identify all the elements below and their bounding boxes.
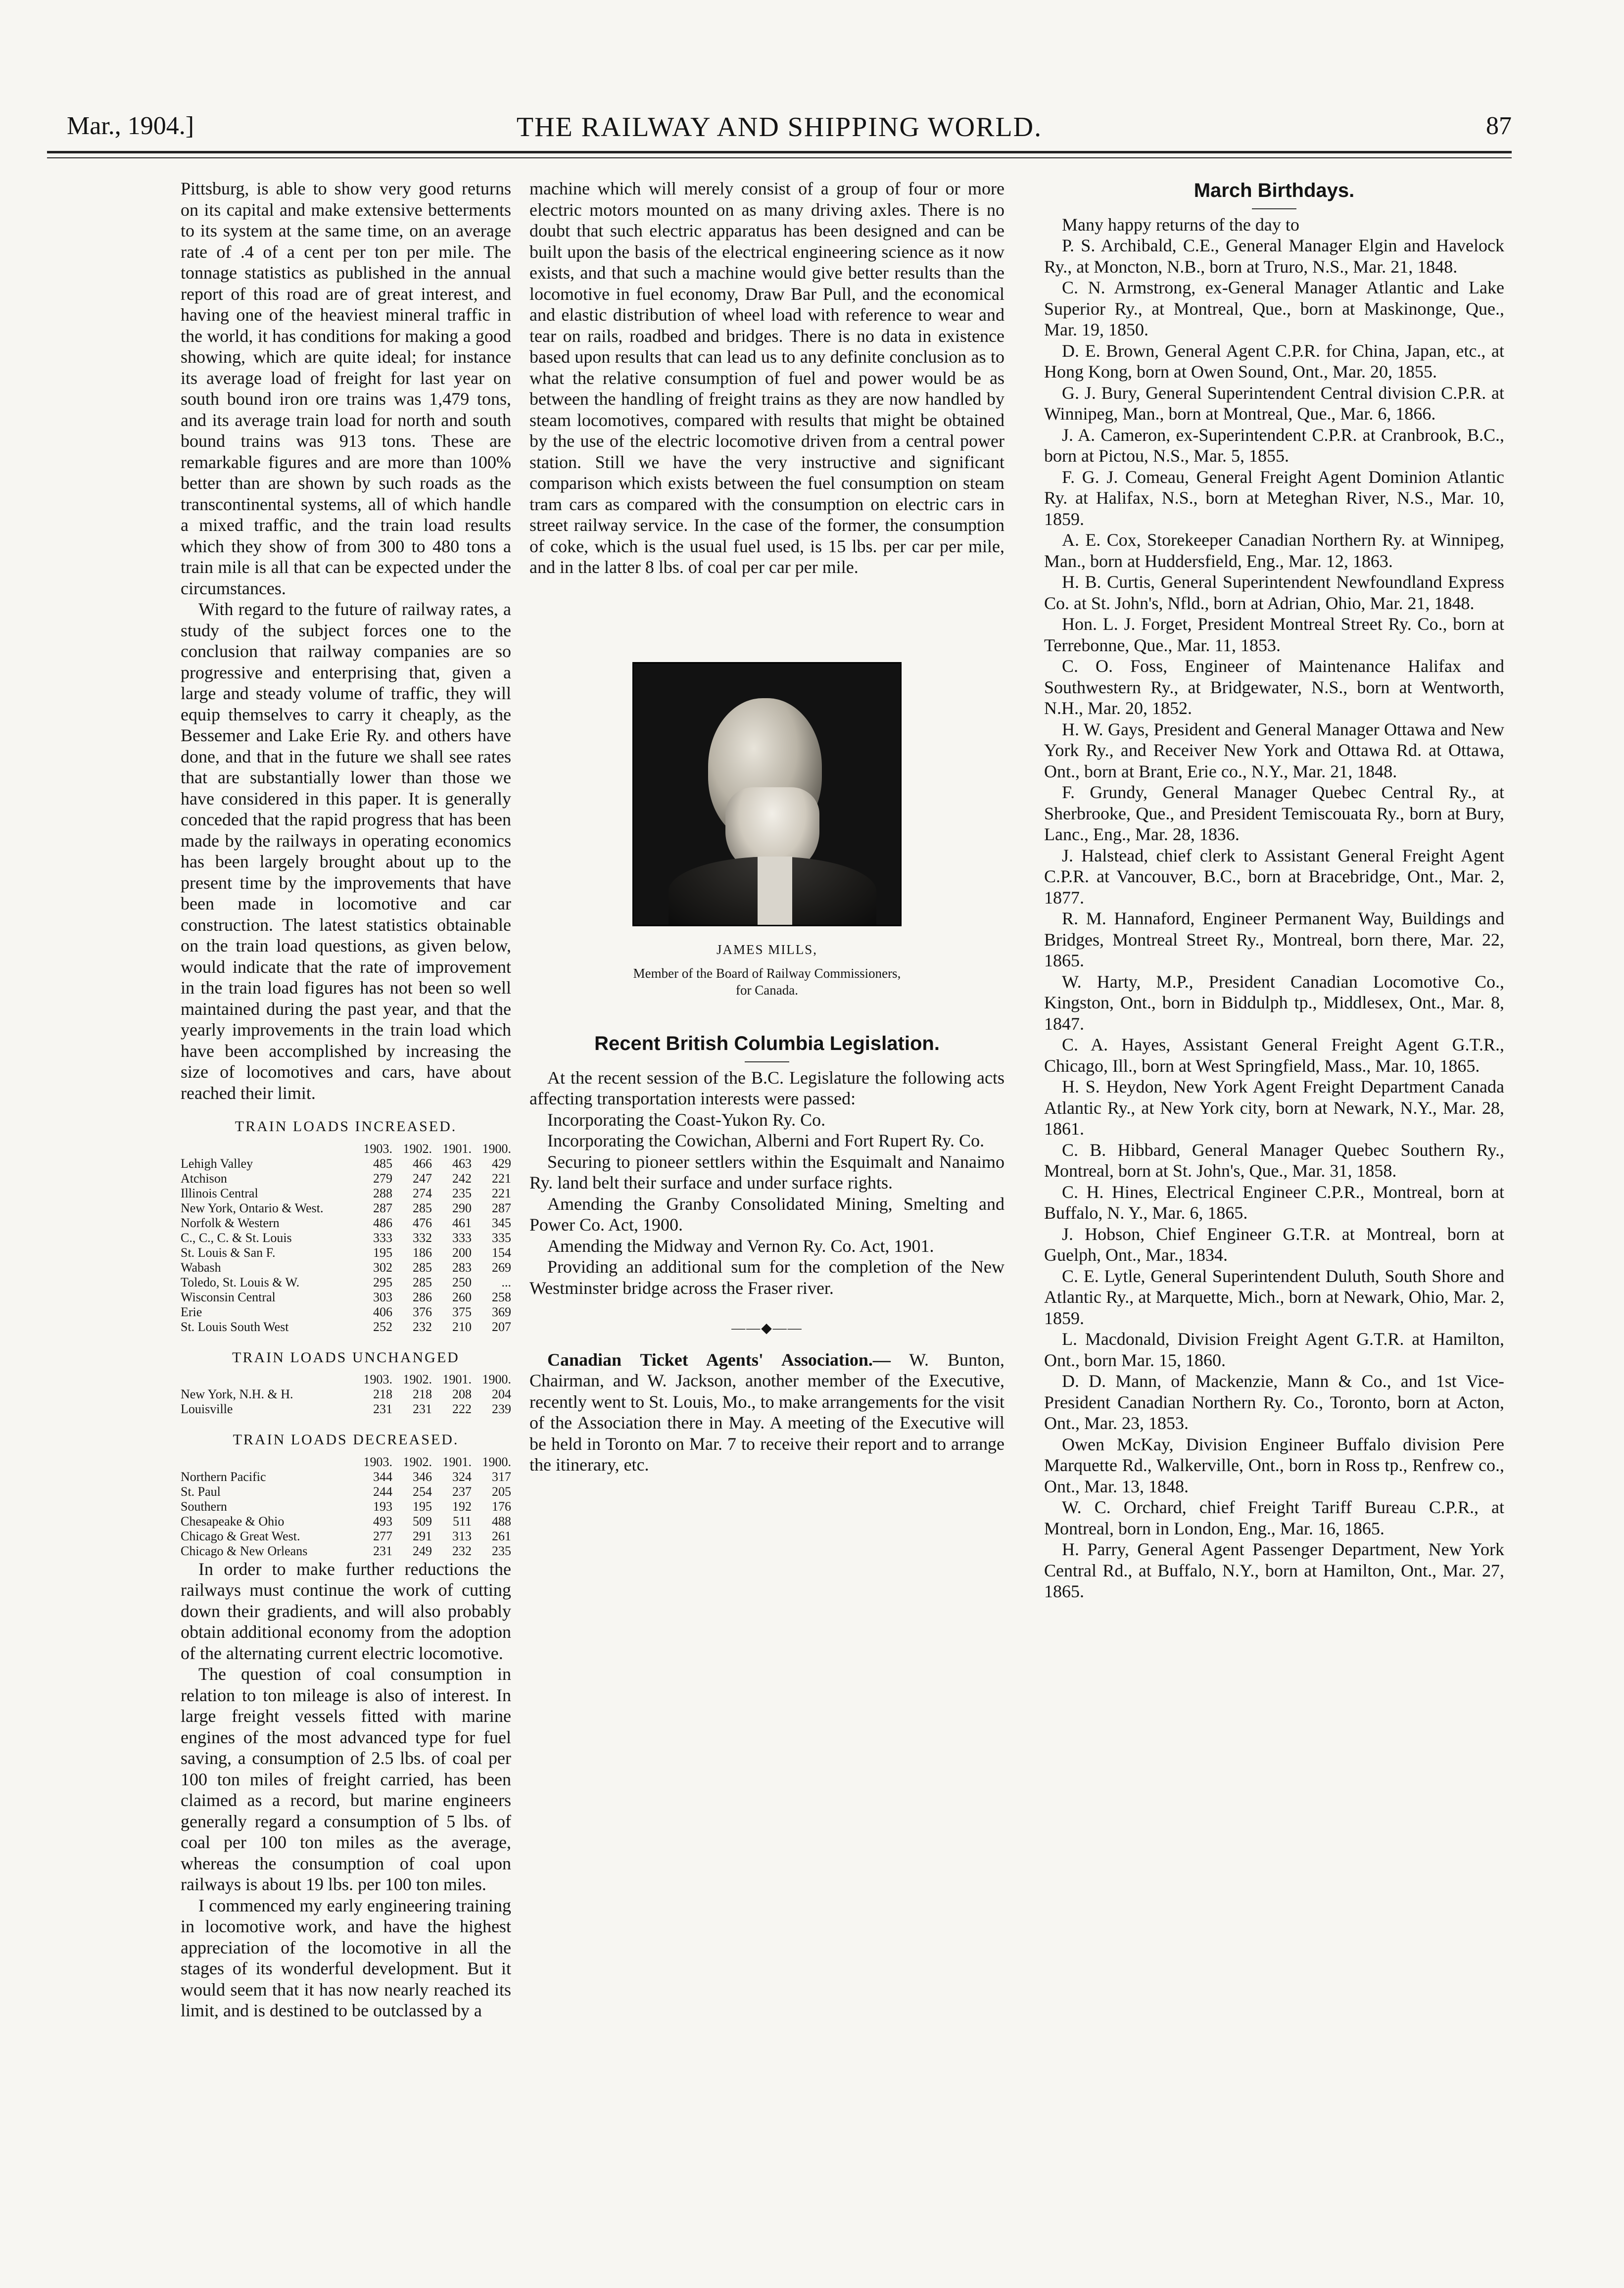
birthday-entry: G. J. Bury, General Superintendent Central division C.P.R. at Winnipeg, Man., born at Montreal, Que., Mar. 6, 1866. <box>1044 382 1504 424</box>
table-row: Northern Pacific 344 346 324 317 <box>181 1469 511 1484</box>
caption-line: for Canada. <box>736 983 798 998</box>
birthday-entry: D. E. Brown, General Agent C.P.R. for China, Japan, etc., at Hong Kong, born at Owen Sound, Ont., Mar. 20, 1855. <box>1044 340 1504 381</box>
cta-heading: Canadian Ticket Agents' Association.— <box>547 1349 891 1370</box>
header-rule-thin <box>47 157 1512 158</box>
table-row: Atchison 279 247 242 221 <box>181 1171 511 1186</box>
birthday-entry: C. B. Hibbard, General Manager Quebec Southern Ry., Montreal, born at St. John's, Que., Mar. 31, 1858. <box>1044 1140 1504 1181</box>
table-row: Southern 193 195 192 176 <box>181 1499 511 1514</box>
year-header: 1903. <box>363 1454 392 1469</box>
birthday-entry: H. S. Heydon, New York Agent Freight Department Canada Atlantic Ry., at New York city, born at Newark, N.Y., Mar. 28, 1861. <box>1044 1077 1504 1139</box>
table-header-row <box>181 1455 511 1470</box>
table-header-row <box>181 1142 511 1156</box>
table-row: New York, N.H. & H. 218 218 208 204 <box>181 1387 511 1401</box>
year-header: 1901. <box>442 1454 472 1469</box>
table-row: St. Louis South West 252 232 210 207 <box>181 1319 511 1334</box>
paragraph: The question of coal consumption in relation to ton mileage is also of interest. In large freight vessels fitted with marine engines of the most advanced type for fuel saving, a consumption of 2.5 lbs. of coal per 100 ton miles of freight carried, has been claimed as a record, but marine engineers generally regard a consumption of 5 lbs. of coal per 100 ton miles as the average, whereas the consumption of coal upon railways is about 19 lbs. per 100 ton miles. <box>181 1664 511 1894</box>
paragraph-cta <box>529 1349 1004 1476</box>
paragraph: Pittsburg, is able to show very good returns on its capital and make extensive betterments to its system at the same time, on an average rate of .4 of a cent per ton per mile. The tonnage statistics as published in the annual report of this road are of great interest, and having one of the heaviest mineral traffic in the world, it has conditions for making a good showing, which are quite ideal; for instance its average load of freight for last year on south bound iron ore trains was 1,479 tons, and its average train load for north and south bound trains was 913 tons. These are remarkable figures and are more than 100% better than are shown by such roads as the transcontinental systems, all of which handle a mixed traffic, and the train load results which they show of from 300 to 480 tons a train mile is all that can be expected under the circumstances. <box>181 179 511 598</box>
list-item: Incorporating the Cowichan, Alberni and Fort Rupert Ry. Co. <box>547 1131 985 1150</box>
section-title-march-birthdays: March Birthdays. <box>1194 180 1355 201</box>
year-header: 1900. <box>482 1372 511 1386</box>
issue-date: Mar., 1904.] <box>67 112 194 140</box>
birthday-entry: C. N. Armstrong, ex-General Manager Atlantic and Lake Superior Ry., at Montreal, Que., born at Maskinonge, Que., Mar. 19, 1850. <box>1044 278 1504 339</box>
birthday-entry: D. D. Mann, of Mackenzie, Mann & Co., and 1st Vice-President Canadian Northern Ry. Co., Toronto, born at Acton, Ont., Mar. 23, 1853. <box>1044 1371 1504 1433</box>
paragraph: In order to make further reductions the railways must continue the work of cutting down their gradients, and will also probably obtain additional economy from the adoption of the alternating current electric locomotive. <box>181 1559 511 1663</box>
year-header: 1903. <box>363 1372 392 1386</box>
table-title-decreased: TRAIN LOADS DECREASED. <box>233 1431 459 1448</box>
column-2 <box>529 178 1004 1476</box>
year-header: 1902. <box>403 1454 432 1469</box>
table-row: Chesapeake & Ohio 493 509 511 488 <box>181 1514 511 1528</box>
publication-title: THE RAILWAY AND SHIPPING WORLD. <box>516 112 1043 143</box>
birthday-entry: Owen McKay, Division Engineer Buffalo division Pere Marquette Rd., Walkerville, Ont., born in Ross tp., Renfrew co., Ont., Mar. 13, 1848. <box>1044 1434 1504 1496</box>
column-3 <box>1044 178 1504 1602</box>
table-row: Chicago & Great West. 277 291 313 261 <box>181 1528 511 1543</box>
list-item: Amending the Midway and Vernon Ry. Co. Act, 1901. <box>547 1236 934 1256</box>
divider <box>745 1061 789 1062</box>
portrait-photo <box>632 662 902 926</box>
list-item: Incorporating the Coast-Yukon Ry. Co. <box>547 1109 826 1130</box>
birthday-entry: P. S. Archibald, C.E., General Manager Elgin and Havelock Ry., at Moncton, N.B., born at Truro, N.S., Mar. 21, 1848. <box>1044 236 1504 277</box>
section-title-bc-legislation: Recent British Columbia Legislation. <box>594 1033 940 1054</box>
birthday-entry: C. O. Foss, Engineer of Maintenance Halifax and Southwestern Ry., at Bridgewater, N.S., born at Wentworth, N.H., Mar. 20, 1852. <box>1044 656 1504 718</box>
list-item: Amending the Granby Consolidated Mining, Smelting and Power Co. Act, 1900. <box>529 1193 1004 1235</box>
table-title-increased: TRAIN LOADS INCREASED. <box>235 1118 457 1135</box>
ornament-divider: ——◆—— <box>731 1321 803 1336</box>
photo-caption-name: JAMES MILLS, <box>716 942 818 957</box>
table-row: Louisville 231 231 222 239 <box>181 1402 511 1416</box>
page-number: 87 <box>1486 112 1512 140</box>
birthday-entry: J. Hobson, Chief Engineer G.T.R. at Montreal, born at Guelph, Ont., Mar., 1834. <box>1044 1224 1504 1265</box>
table-row: Illinois Central 288 274 235 221 <box>181 1186 511 1200</box>
birthday-entry: W. C. Orchard, chief Freight Tariff Bureau C.P.R., at Montreal, born in London, Eng., Mar. 16, 1865. <box>1044 1497 1504 1538</box>
table-row: Erie 406 376 375 369 <box>181 1304 511 1319</box>
birthday-entry: F. G. J. Comeau, General Freight Agent Dominion Atlantic Ry. at Halifax, N.S., born at Meteghan River, N.S., Mar. 10, 1859. <box>1044 467 1504 529</box>
divider <box>1252 208 1296 209</box>
birthday-entry: H. Parry, General Agent Passenger Department, New York Central Rd., at Buffalo, N.Y., born at Hamilton, Ont., Mar. 27, 1865. <box>1044 1539 1504 1601</box>
birthday-entry: H. B. Curtis, General Superintendent Newfoundland Express Co. at St. John's, Nfld., born at Adrian, Ohio, Mar. 21, 1848. <box>1044 572 1504 613</box>
birthday-entry: W. Harty, M.P., President Canadian Locomotive Co., Kingston, Ont., born in Biddulph tp., Middlesex, Ont., Mar. 8, 1847. <box>1044 971 1504 1034</box>
header-rule <box>47 151 1512 153</box>
birthday-entry: Hon. L. J. Forget, President Montreal Street Ry. Co., born at Terrebonne, Que., Mar. 11, 1853. <box>1044 614 1504 655</box>
year-header: 1902. <box>403 1372 432 1386</box>
birthday-entry: L. Macdonald, Division Freight Agent G.T.R. at Hamilton, Ont., born Mar. 15, 1860. <box>1044 1329 1504 1370</box>
paragraph: At the recent session of the B.C. Legislature the following acts affecting transportation interests were passed: <box>529 1067 1004 1108</box>
birthday-entry: A. E. Cox, Storekeeper Canadian Northern Ry. at Winnipeg, Man., born at Huddersfield, Eng., Mar. 12, 1863. <box>1044 530 1504 571</box>
table-row: Wabash 302 285 283 269 <box>181 1260 511 1275</box>
year-header: 1900. <box>482 1141 511 1156</box>
column-1 <box>181 178 511 2021</box>
table-row: Chicago & New Orleans 231 249 232 235 <box>181 1543 511 1558</box>
paragraph: With regard to the future of railway rates, a study of the subject forces one to the conclusion that railway companies are so progressive and enterprising that, given a large and steady volume of traffic, they will equip themselves to carry it cheaply, as the Bessemer and Lake Erie Ry. and others have done, and that in the future we shall see rates that are substantially lower than those we have considered in this paper. It is generally conceded that the rapid progress that has been made by the railways in operating economics has been largely brought about up to the present time by the improvements that have been made in locomotive and car construction. The latest statistics obtainable on the train load questions, as given below, would indicate that the rate of improvement in the train load figures has not been so well maintained during the past year, and that the yearly improvements in the train load which have been accomplished by increasing the size of locomotives and cars, have about reached their limit. <box>181 599 511 1103</box>
table-train-loads-increased <box>181 1142 511 1335</box>
birthday-entry: J. A. Cameron, ex-Superintendent C.P.R. at Cranbrook, B.C., born at Pictou, N.S., Mar. 5, 1855. <box>1044 425 1504 466</box>
table-row: St. Paul 244 254 237 205 <box>181 1484 511 1499</box>
table-row: C., C., C. & St. Louis 333 332 333 335 <box>181 1230 511 1245</box>
table-row: Toledo, St. Louis & W. 295 285 250 ... <box>181 1275 511 1289</box>
table-train-loads-unchanged <box>181 1372 511 1417</box>
table-row: Wisconsin Central 303 286 260 258 <box>181 1289 511 1304</box>
caption-line: Member of the Board of Railway Commissioners, <box>633 966 901 981</box>
year-header: 1901. <box>442 1372 472 1386</box>
year-header: 1901. <box>442 1141 472 1156</box>
birthday-entry: R. M. Hannaford, Engineer Permanent Way, Buildings and Bridges, Montreal Street Ry., Montreal, born there, Mar. 22, 1865. <box>1044 908 1504 970</box>
birthday-entry: F. Grundy, General Manager Quebec Central Ry., at Sherbrooke, Que., and President Temiscouata Ry., born at Bury, Lanc., Eng., Mar. 28, 1836. <box>1044 782 1504 844</box>
paragraph: machine which will merely consist of a group of four or more electric motors mounted on as many driving axles. There is no doubt that such electric apparatus has been designed and can be built upon the basis of the electrical engineering science as it now exists, and that such a machine would give better results than the locomotive in fuel economy, Draw Bar Pull, and the economical and elastic distribution of wheel load with reference to wear and tear on rails, roadbed and bridges. There is no data in existence based upon results that can lead us to any definite conclusion as to what the relative consumption of fuel and power would be as between the handling of freight trains as they are now handled by steam locomotives, compared with results that might be obtained by the use of the electric locomotive driven from a central power station. Still we have the very instructive and significant comparison which exists between the fuel consumption on steam tram cars as compared with the consumption on electric cars in street railway service. In the case of the former, the consumption of coke, which is the usual fuel used, is 15 lbs. per car per mile, and in the latter 8 lbs. of coal per car per mile. <box>529 179 1004 577</box>
paragraph: I commenced my early engineering training in locomotive work, and have the highest appreciation of the locomotive in all the stages of its wonderful development. But it would seem that it has now nearly reached its limit, and is destined to be outclassed by a <box>181 1895 511 2020</box>
year-header: 1902. <box>403 1141 432 1156</box>
year-header: 1900. <box>482 1454 511 1469</box>
birthday-entry: C. A. Hayes, Assistant General Freight Agent G.T.R., Chicago, Ill., born at West Springfield, Mass., Mar. 10, 1865. <box>1044 1035 1504 1076</box>
table-title-unchanged: TRAIN LOADS UNCHANGED <box>232 1349 460 1366</box>
cta-text: W. Bunton, Chairman, and W. Jackson, another member of the Executive, recently went to St. Louis, Mo., to make arrangements for the visit of the Association there in May. A meeting of the Executive will be held in Toronto on Mar. 7 to receive their report and to arrange the itinerary, etc. <box>529 1349 1005 1475</box>
table-row: Norfolk & Western 486 476 461 345 <box>181 1215 511 1230</box>
page-header <box>47 96 1512 151</box>
photo-caption-desc <box>529 965 1004 999</box>
table-header-row <box>181 1372 511 1387</box>
birthday-entry: C. E. Lytle, General Superintendent Duluth, South Shore and Atlantic Ry., at Marquette, Mich., born at Newark, Ohio, Mar. 2, 1859. <box>1044 1266 1504 1328</box>
table-train-loads-decreased <box>181 1455 511 1559</box>
table-row: New York, Ontario & West. 287 285 290 287 <box>181 1200 511 1215</box>
birthday-entry: H. W. Gays, President and General Manager Ottawa and New York Ry., and Receiver New York and Ottawa Rd. at Ottawa, Ont., born at Brant, Erie co., N.Y., Mar. 21, 1848. <box>1044 719 1504 781</box>
list-item: Securing to pioneer settlers within the Esquimalt and Nanaimo Ry. land belt their surface and under surface rights. <box>529 1151 1004 1192</box>
portrait-shirt <box>758 857 792 926</box>
birthday-entry: J. Halstead, chief clerk to Assistant General Freight Agent C.P.R. at Vancouver, B.C., born at Bracebridge, Ont., Mar. 2, 1877. <box>1044 845 1504 907</box>
table-row: St. Louis & San F. 195 186 200 154 <box>181 1245 511 1260</box>
birthday-entry: C. H. Hines, Electrical Engineer C.P.R., Montreal, born at Buffalo, N. Y., Mar. 6, 1865. <box>1044 1182 1504 1223</box>
birthday-intro: Many happy returns of the day to <box>1062 214 1299 235</box>
table-row: Lehigh Valley 485 466 463 429 <box>181 1156 511 1171</box>
list-item: Providing an additional sum for the completion of the New Westminster bridge across the Fraser river. <box>529 1257 1004 1298</box>
year-header: 1903. <box>363 1141 392 1156</box>
